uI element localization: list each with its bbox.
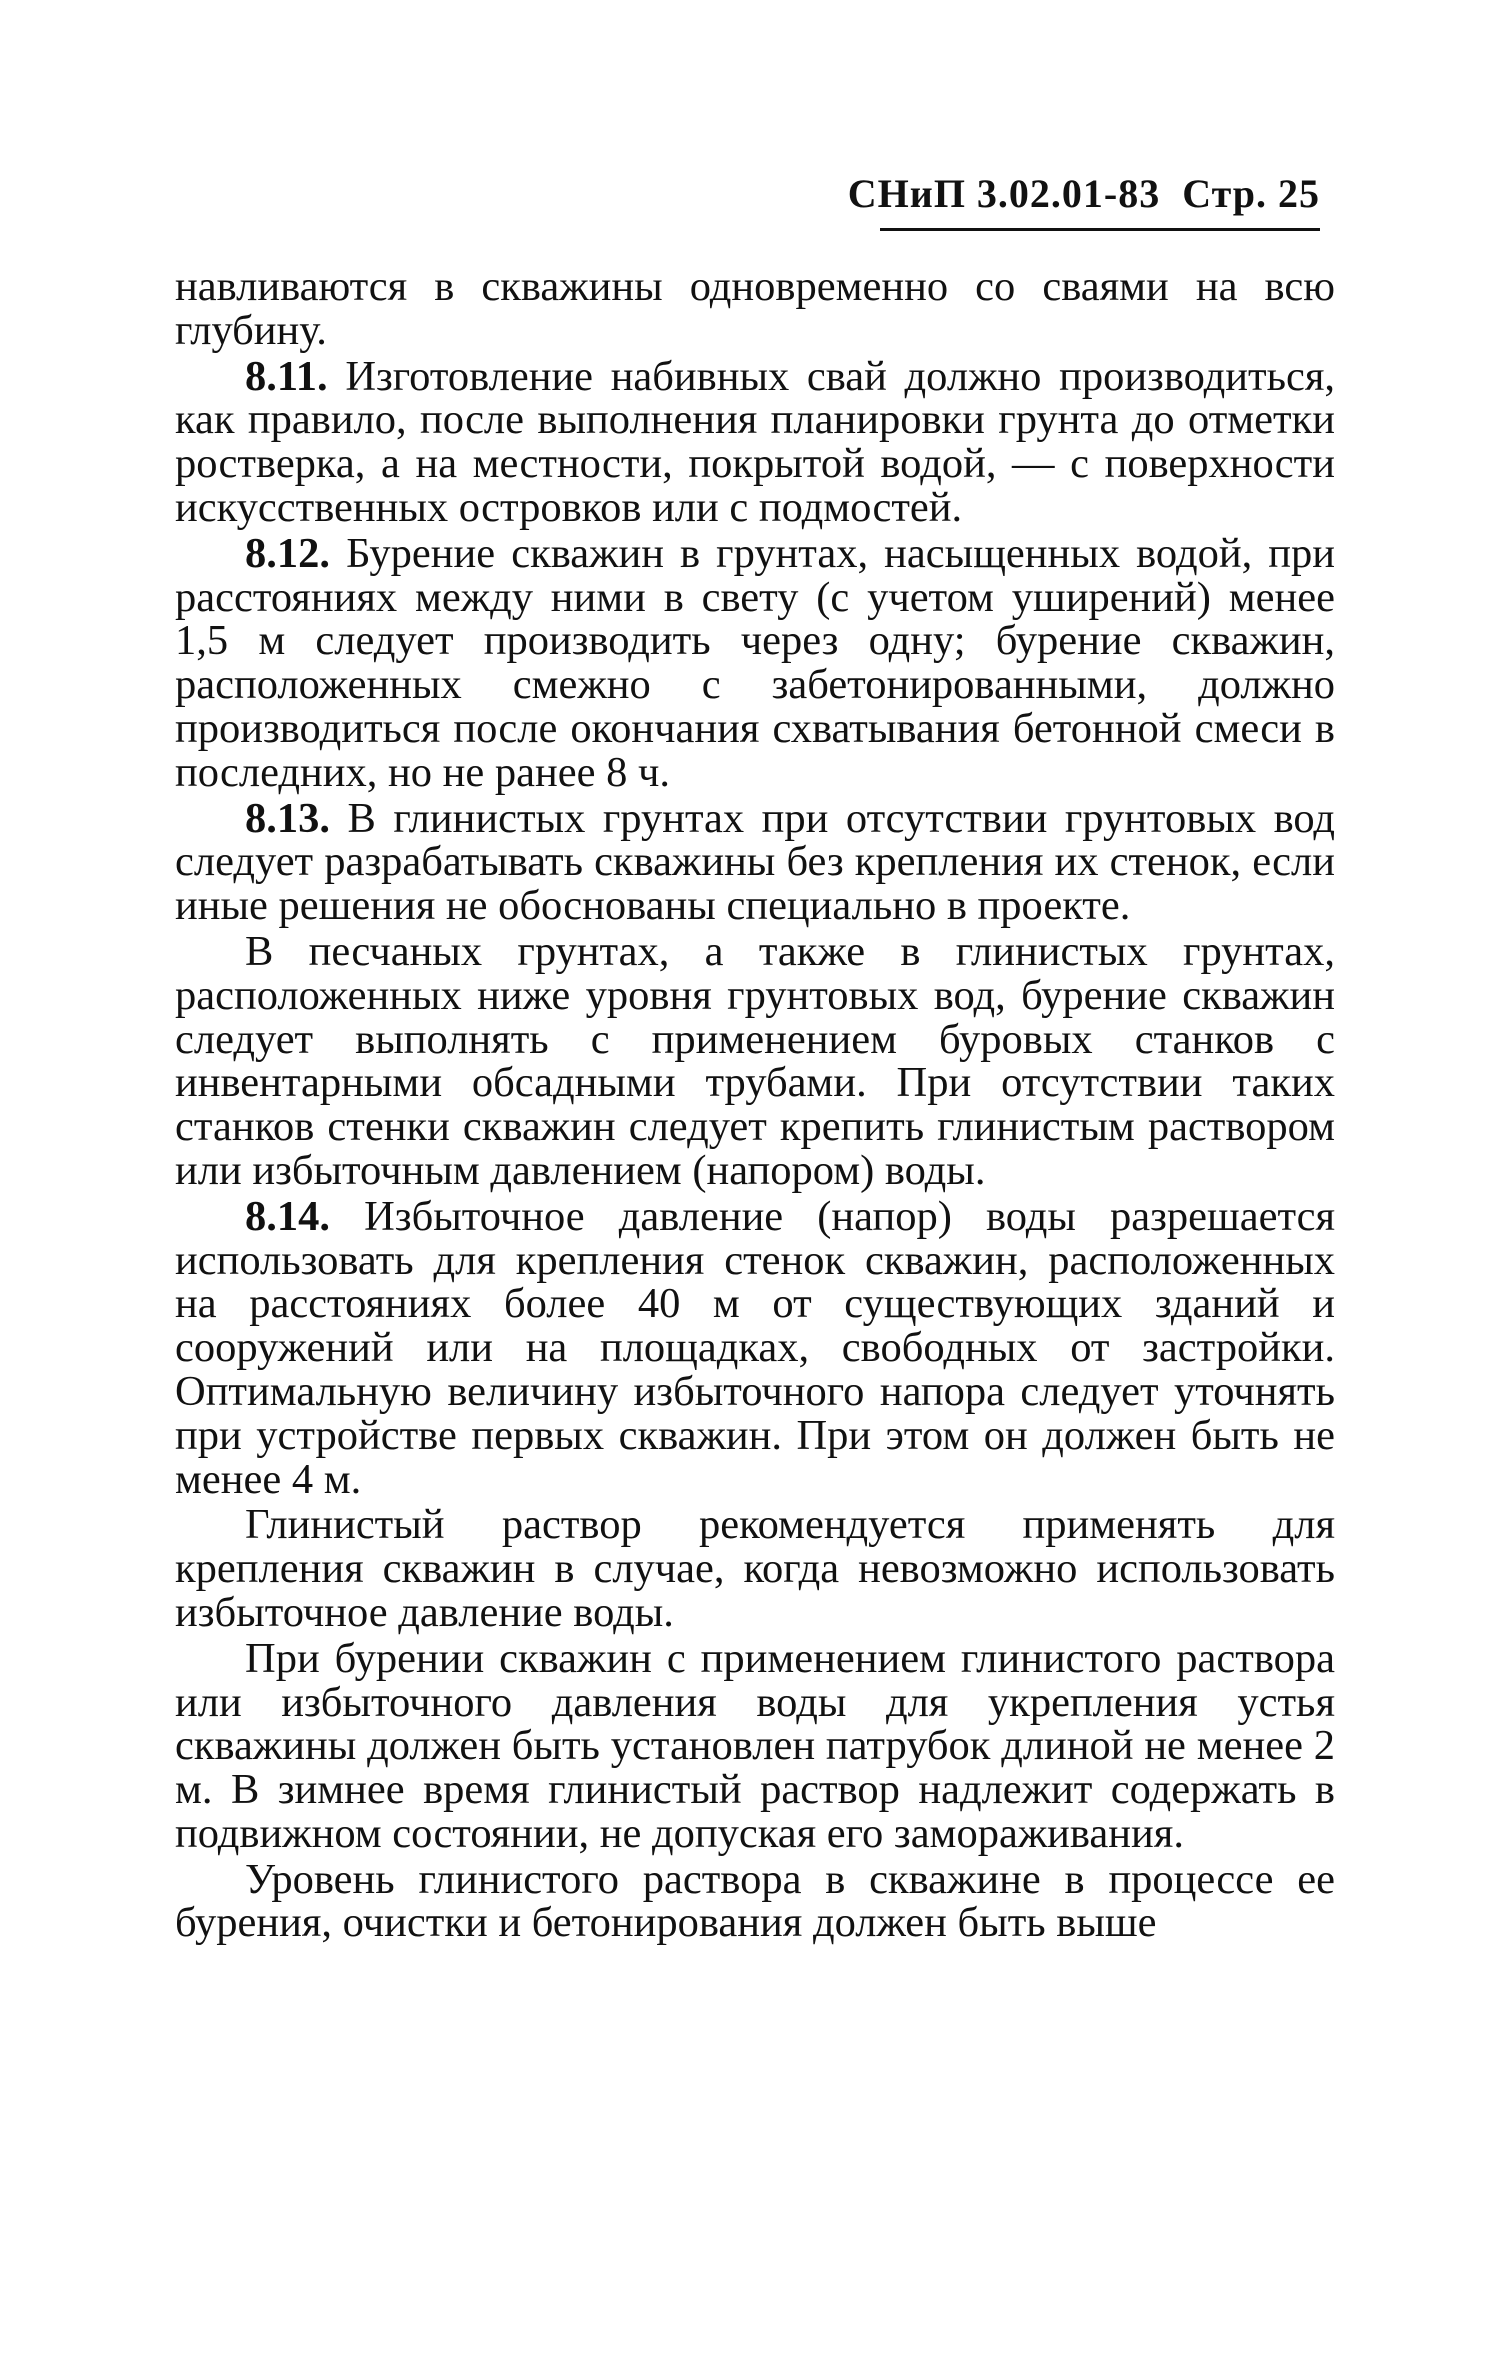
paragraph [175,1503,1335,1634]
paragraph [175,1634,1335,1857]
body-text [175,265,1335,1947]
clause-8-13 [175,794,1335,930]
paragraph [175,927,1335,1194]
header-rule [880,228,1320,231]
document-code: СНиП 3.02.01-83 [847,171,1161,216]
clause-8-14 [175,1192,1335,1503]
paragraph-text: При бурении скважин с применением глинистого раствора или избыточного давления воды для укрепления устья скважины должен быть установлен патрубок длиной не менее 2 м. В зимнее время глинистый раствор надлежит содержать в подвижном состоянии, не допуская его замораживания. [175,1634,1335,1857]
clause-number: 8.12. [245,529,330,577]
clause-number: 8.13. [245,794,330,842]
paragraph-text: В глинистых грунтах при отсутствии грунтовых вод следует разрабатывать скважины без крепления их стенок, если иные решения не обоснованы специально в проекте. [175,794,1335,930]
page-header [848,170,1320,217]
paragraph-text: Уровень глинистого раствора в скважине в процессе ее бурения, очистки и бетонирования должен быть выше [175,1855,1335,1947]
paragraph-text: навливаются в скважины одновременно со сваями на всю глубину. [175,263,1335,354]
paragraph-text: В песчаных грунтах, а также в глинистых грунтах, расположенных ниже уровня грунтовых вод, бурение скважин следует выполнять с применением буровых станков с инвентарными обсадными трубами. При отсутствии таких станков стенки скважин следует крепить глинистым раствором или избыточным давлением (напором) воды. [175,927,1335,1194]
paragraph-text: Изготовление набивных свай должно производиться, как правило, после выполнения планировки грунта до отметки ростверка, а на местности, покрытой водой, — с поверхности искусственных островков или с подмостей. [175,352,1336,531]
paragraph-text: Избыточное давление (напор) воды разрешается использовать для крепления стенок скважин, расположенных на расстояниях более 40 м от существующих зданий и сооружений или на площадках, свободных от застройки. Оптимальную величину избыточного напора следует уточнять при устройстве первых скважин. При этом он должен быть не менее 4 м. [175,1192,1335,1503]
paragraph [175,1855,1335,1947]
clause-8-12 [175,529,1336,796]
paragraph-text: Глинистый раствор рекомендуется применять для крепления скважин в случае, когда невозможно использовать избыточное давление воды. [175,1501,1335,1636]
paragraph-text: Бурение скважин в грунтах, насыщенных водой, при расстояниях между ними в свету (с учетом уширений) менее 1,5 м следует производить через одну; бурение скважин, расположенных смежно с забетонированными, должно производиться после окончания схватывания бетонной смеси в последних, но не ранее 8 ч. [175,529,1336,796]
clause-number: 8.11. [245,352,328,400]
paragraph-continuation [175,265,1335,353]
clause-number: 8.14. [245,1192,330,1240]
clause-8-11 [175,352,1336,531]
page-number: Стр. 25 [1182,171,1320,216]
